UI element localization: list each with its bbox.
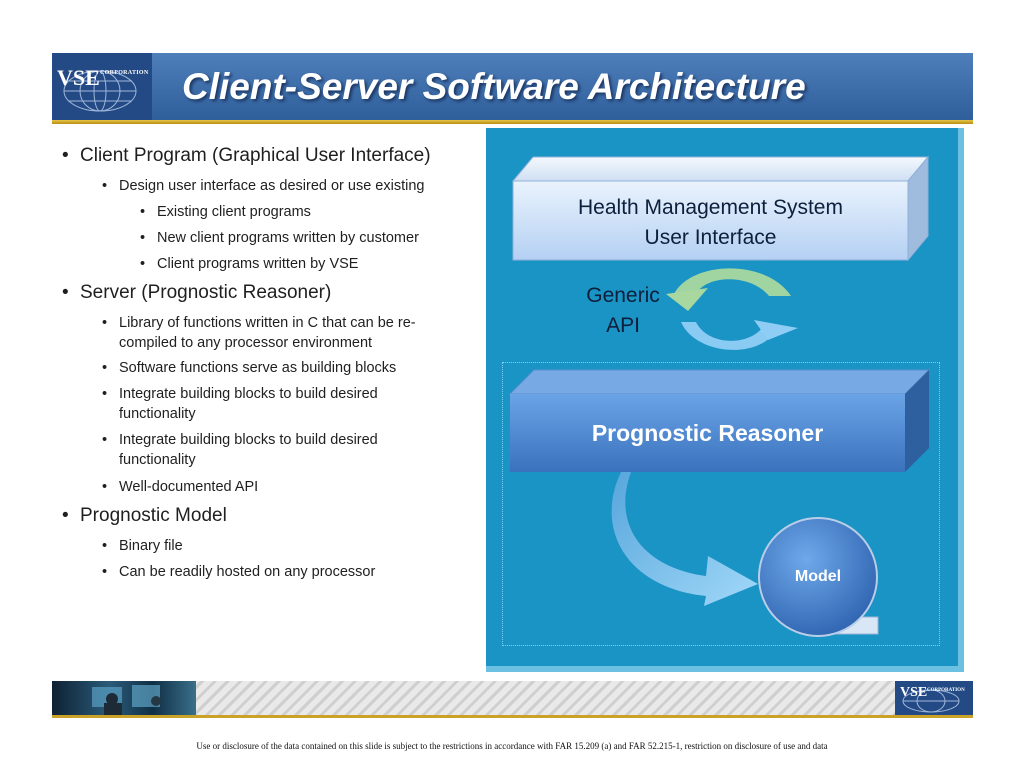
bullet-design-ui: • Design user interface as desired or use existing bbox=[102, 178, 425, 194]
logo-text: VSE bbox=[57, 65, 100, 90]
api-label-line2: API bbox=[606, 314, 640, 337]
logo-subtext: CORPORATION bbox=[100, 70, 149, 76]
bullet-server: • Server (Prognostic Reasoner) bbox=[62, 282, 332, 303]
bullet-icon: • bbox=[140, 230, 146, 246]
bullet-icon: • bbox=[140, 204, 146, 220]
bullet-icon: • bbox=[62, 505, 69, 526]
bullet-integrate-2: • Integrate building blocks to build desired bbox=[102, 432, 378, 448]
bullet-binary: • Binary file bbox=[102, 538, 183, 554]
bullet-api: • Well-documented API bbox=[102, 479, 259, 495]
bullet-hosted: • Can be readily hosted on any processor bbox=[102, 564, 376, 580]
operators-photo-icon bbox=[52, 681, 196, 715]
bullet-icon: • bbox=[140, 256, 146, 272]
bullet-integrate-1-cont: functionality bbox=[119, 406, 196, 422]
curved-arrow-icon bbox=[612, 472, 758, 606]
title-underline bbox=[52, 120, 973, 124]
vse-logo bbox=[52, 53, 152, 120]
bullet-building-blocks: • Software functions serve as building blocks bbox=[102, 360, 397, 376]
bullet-icon: • bbox=[102, 479, 108, 495]
bullet-icon: • bbox=[102, 432, 108, 448]
hms-label-line2: User Interface bbox=[644, 226, 777, 249]
bullet-client-program: • Client Program (Graphical User Interface) bbox=[62, 145, 431, 166]
footer-photo bbox=[52, 681, 196, 715]
footer-logo-text: VSE bbox=[900, 685, 928, 700]
bullet-new-clients: • New client programs written by customer bbox=[140, 230, 419, 246]
bullet-icon: • bbox=[102, 564, 108, 580]
bullet-icon: • bbox=[62, 282, 69, 303]
api-label-line1: Generic bbox=[586, 284, 660, 307]
bullet-library-cont: compiled to any processor environment bbox=[119, 335, 373, 351]
footer-vse-logo bbox=[895, 681, 973, 715]
bullet-prognostic-model: • Prognostic Model bbox=[62, 505, 227, 526]
bullet-vse-clients: • Client programs written by VSE bbox=[140, 256, 359, 272]
bullet-icon: • bbox=[102, 538, 108, 554]
model-label: Model bbox=[794, 568, 842, 585]
page-title: Client-Server Software Architecture bbox=[182, 66, 806, 107]
bullet-icon: • bbox=[102, 178, 108, 194]
footer-logo-subtext: CORPORATION bbox=[927, 688, 965, 693]
bullet-integrate-1: • Integrate building blocks to build desired bbox=[102, 386, 378, 402]
hms-label-line1: Health Management System bbox=[578, 196, 843, 219]
prognostic-reasoner-label: Prognostic Reasoner bbox=[591, 420, 824, 446]
bullet-icon: • bbox=[102, 360, 108, 376]
cycle-arrows-icon bbox=[666, 268, 798, 350]
footer-stripe bbox=[52, 715, 973, 718]
generic-api-label bbox=[578, 281, 668, 341]
bullet-icon: • bbox=[102, 386, 108, 402]
bullet-library: • Library of functions written in C that can be re- bbox=[102, 315, 416, 331]
bullet-icon: • bbox=[102, 315, 108, 331]
hms-ui-label bbox=[513, 193, 908, 253]
bullet-integrate-2-cont: functionality bbox=[119, 452, 196, 468]
footer-disclaimer: Use or disclosure of the data contained on this slide is subject to the restrictions in accordance with FAR 15.209 (a) and FAR 52.215-1, restriction on disclosure of use and data bbox=[196, 741, 828, 751]
bullet-icon: • bbox=[62, 145, 69, 166]
bullet-existing-clients: • Existing client programs bbox=[140, 204, 311, 220]
